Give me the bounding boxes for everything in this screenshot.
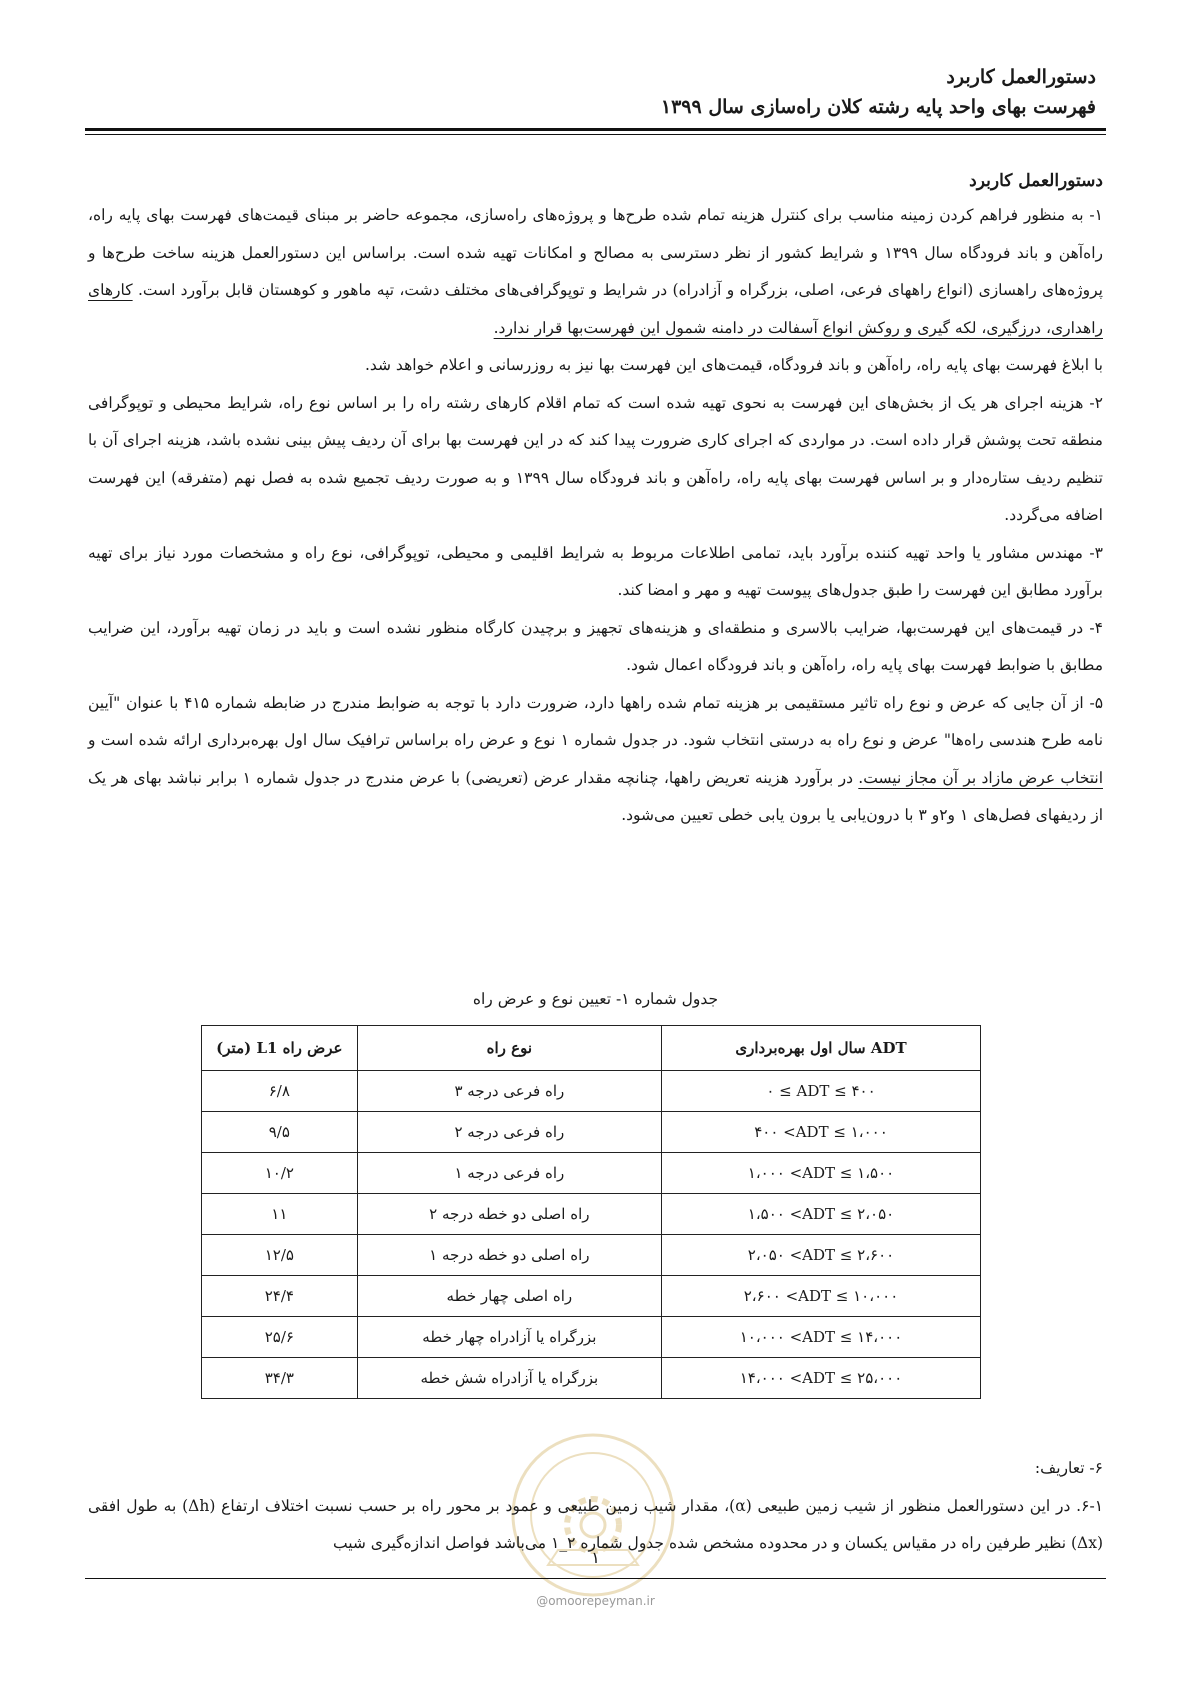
cell-road-type: راه اصلی چهار خطه	[357, 1276, 661, 1317]
table-row	[202, 1153, 981, 1194]
header-rule-thin	[85, 134, 1106, 135]
paragraph-5-text: ۵- از آن جایی که عرض و نوع راه تاثیر مستقیمی بر هزینه تمام شده راهها دارد، ضرورت دارد با توجه به ضوابط مندرج در ضابطه شماره ۴۱۵ با عنوان "آیین نامه طرح هندسی راه‌ها" عرض و نوع راه به درستی انتخاب شود. در جدول شماره ۱ نوع و عرض راه براساس ترافیک سال اول بهره‌برداری ارائه شده است و	[88, 693, 1104, 749]
road-type-table	[201, 1025, 981, 1399]
section-title: دستورالعمل کاربرد	[969, 171, 1103, 191]
definition-6-1: ۶-۱. در این دستورالعمل منظور از شیب زمین طبیعی (α)، مقدار شیب زمین طبیعی و عمود بر محور راه بر حسب نسبت اختلاف ارتفاع (Δh) به طول افقی (Δx) نظیر طرفین راه در مقیاس یکسان و در محدوده مشخص شده جدول شماره ۲_۱ می‌باشد فواصل اندازه‌گیری شیب	[88, 1496, 1104, 1552]
cell-road-width: ۱۱	[202, 1194, 358, 1235]
definitions-title: ۶- تعاریف:	[1034, 1459, 1103, 1477]
table-row	[202, 1317, 981, 1358]
paragraph-5-underlined: انتخاب عرض مازاد بر آن مجاز نیست.	[858, 768, 1103, 787]
cell-road-type: راه فرعی درجه ۲	[357, 1112, 661, 1153]
paragraph-1-underlined: کارهای راهداری، درزگیری، لکه گیری و روکش انواع آسفالت در دامنه شمول این فهرست‌بها قرار ندارد.	[88, 281, 1103, 337]
table-row	[202, 1194, 981, 1235]
page-number: ۱	[591, 1548, 600, 1567]
cell-road-width: ۳۴/۳	[202, 1358, 358, 1399]
footer-rule	[85, 1578, 1106, 1579]
cell-road-type: بزرگراه یا آزادراه شش خطه	[357, 1358, 661, 1399]
paragraph-4: ۴- در قیمت‌های این فهرست‌بها، ضرایب بالاسری و منطقه‌ای و هزینه‌های تجهیز و برچیدن کارگاه منظور نشده است و باید در زمان تهیه برآورد، این ضرایب مطابق با ضوابط فهرست بهای پایه راه، راه‌آهن و باند فرودگاه اعمال شود.	[88, 618, 1103, 674]
cell-road-type: راه فرعی درجه ۳	[357, 1071, 661, 1112]
cell-adt: ۰ ≤ ADT ≤ ۴۰۰	[662, 1071, 981, 1112]
header-title: دستورالعمل کاربرد	[946, 66, 1096, 88]
paragraph-2: ۲- هزینه اجرای هر یک از بخش‌های این فهرست به نحوی تهیه شده است که تمام اقلام کارهای رشته راه را بر اساس نوع راه، شرایط محیطی و توپوگرافی منطقه تحت پوشش قرار داده است. در مواردی که اجرای کاری ضرورت پیدا کند که در این فهرست بها برای آن ردیف پیش بینی نشده باشد، هزینه اجرای آن با تنظیم ردیف ستاره‌دار و بر اساس فهرست بهای پایه راه، راه‌آهن و باند فرودگاه سال ۱۳۹۹ و به صورت ردیف تجمیع شده به فصل نهم (متفرقه) این فهرست اضافه می‌گردد.	[88, 393, 1103, 524]
definitions-section	[88, 1450, 1103, 1563]
cell-road-width: ۲۵/۶	[202, 1317, 358, 1358]
table-row	[202, 1235, 981, 1276]
cell-road-width: ۹/۵	[202, 1112, 358, 1153]
table-row	[202, 1358, 981, 1399]
cell-road-width: ۶/۸	[202, 1071, 358, 1112]
header-rule-thick	[85, 128, 1106, 131]
table-row	[202, 1112, 981, 1153]
cell-adt: ۴۰۰ <ADT ≤ ۱،۰۰۰	[662, 1112, 981, 1153]
header-road-type: نوع راه	[357, 1026, 661, 1071]
cell-road-type: راه اصلی دو خطه درجه ۲	[357, 1194, 661, 1235]
page-header	[85, 62, 1096, 122]
table-row	[202, 1071, 981, 1112]
cell-adt: ۱،۵۰۰ <ADT ≤ ۲،۰۵۰	[662, 1194, 981, 1235]
cell-adt: ۲،۰۵۰ <ADT ≤ ۲،۶۰۰	[662, 1235, 981, 1276]
watermark-url: @omoorepeyman.ir	[536, 1594, 655, 1608]
cell-adt: ۱۴،۰۰۰ <ADT ≤ ۲۵،۰۰۰	[662, 1358, 981, 1399]
paragraph-5	[88, 685, 1103, 835]
paragraph-1	[88, 197, 1103, 347]
paragraph-1-text: ۱- به منظور فراهم کردن زمینه مناسب برای کنترل هزینه تمام شده طرح‌ها و پروژه‌های راه‌سازی، مجموعه حاضر بر مبنای قیمت‌های فهرست بهای پایه راه، راه‌آهن و باند فرودگاه سال ۱۳۹۹ و شرایط کشور از نظر دسترسی به مصالح و امکانات تهیه شده است. براساس این دستورالعمل هزینه ساخت طرح‌ها و پروژه‌های راهسازی (انواع راههای فرعی، اصلی، بزرگراه و آزادراه) در شرایط و توپوگرافی‌های مختلف دشت، تپه ماهور و کوهستان قابل برآورد است.	[88, 206, 1103, 299]
cell-road-type: راه اصلی دو خطه درجه ۱	[357, 1235, 661, 1276]
cell-road-type: بزرگراه یا آزادراه چهار خطه	[357, 1317, 661, 1358]
cell-adt: ۱۰،۰۰۰ <ADT ≤ ۱۴،۰۰۰	[662, 1317, 981, 1358]
header-adt: ADT سال اول بهره‌برداری	[662, 1026, 981, 1071]
header-road-width: عرض راه L1 (متر)	[202, 1026, 358, 1071]
table-caption: جدول شماره ۱- تعیین نوع و عرض راه	[472, 990, 719, 1008]
paragraph-5-tail: در برآورد هزینه تعریض راهها، چنانچه مقدار عرض (تعریضی) با عرض مندرج در جدول شماره ۱ برابر نباشد بهای هر یک از ردیفهای فصل‌های ۱ و۲و ۳ با درون‌یابی یا برون یابی خطی تعیین می‌شود.	[88, 768, 1103, 824]
cell-adt: ۲،۶۰۰ <ADT ≤ ۱۰،۰۰۰	[662, 1276, 981, 1317]
paragraph-1-tail: با ابلاغ فهرست بهای پایه راه، راه‌آهن و باند فرودگاه، قیمت‌های این فهرست بها نیز به روزرسانی و اعلام خواهد شد.	[364, 356, 1103, 374]
cell-adt: ۱،۰۰۰ <ADT ≤ ۱،۵۰۰	[662, 1153, 981, 1194]
main-content	[88, 165, 1103, 835]
paragraph-3: ۳- مهندس مشاور یا واحد تهیه کننده برآورد باید، تمامی اطلاعات مربوط به شرایط اقلیمی و محیطی، توپوگرافی، نوع راه و مشخصات مورد نیاز برای تهیه برآورد مطابق این فهرست را طبق جدول‌های پیوست تهیه و مهر و امضا کند.	[88, 543, 1103, 599]
table-row	[202, 1276, 981, 1317]
cell-road-width: ۱۰/۲	[202, 1153, 358, 1194]
header-subtitle: فهرست بهای واحد پایه رشته کلان راه‌سازی سال ۱۳۹۹	[660, 96, 1096, 118]
table-header-row	[202, 1026, 981, 1071]
cell-road-width: ۱۲/۵	[202, 1235, 358, 1276]
cell-road-type: راه فرعی درجه ۱	[357, 1153, 661, 1194]
cell-road-width: ۲۴/۴	[202, 1276, 358, 1317]
